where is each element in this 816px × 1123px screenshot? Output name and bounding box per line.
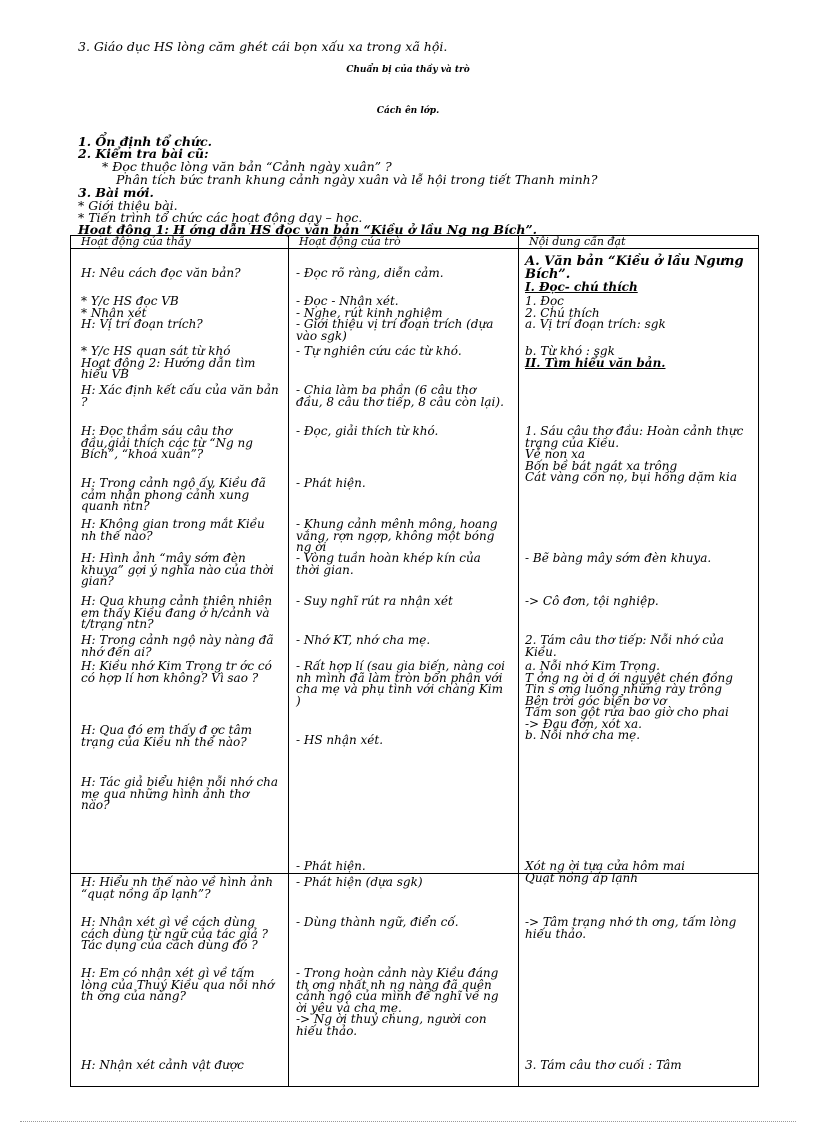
teacher-item: H: Tác giả biểu hiện nỗi nhớ cha mẹ qua những hình ảnh thơ nào? — [81, 775, 279, 812]
row2-content-cell — [519, 874, 759, 1087]
student-item: - Nhớ KT, nhớ cha mẹ. — [296, 633, 431, 647]
header-teacher: Hoạt động của thầy — [71, 236, 289, 249]
method-heading: Cách ên lớp. — [376, 106, 440, 116]
teacher-item: H: Đọc thầm sáu câu thơ đầu,giải thích các từ “Ng ng Bích”, “khoá xuân”? — [81, 424, 253, 461]
content-item: 1. Đọc 2. Chú thích a. Vị trí đoạn trích: sgk — [525, 294, 666, 331]
step-2: 2. Kiểm tra bài cũ: — [78, 146, 209, 161]
content-item: -> Tâm trạng nhớ th ơng, tấm lòng hiếu thảo. — [525, 915, 737, 941]
student-item: - Vòng tuần hoàn khép kín của thời gian. — [296, 551, 481, 577]
row2-teacher-cell — [71, 874, 289, 1087]
content-item: 2. Tám câu thơ tiếp: Nỗi nhớ của Kiều. — [525, 633, 724, 659]
intro-1: * Giới thiệu bài. — [78, 198, 178, 213]
teacher-item: H: Nêu cách đọc văn bản? — [81, 266, 241, 280]
teacher-item: * Y/c HS đọc VB * Nhận xét H: Vị trí đoạn trích? — [81, 294, 203, 331]
review-question-2: Phân tích bức tranh khung cảnh ngày xuân và lễ hội trong tiết Thanh minh? — [116, 172, 598, 187]
page-bottom-rule — [20, 1121, 796, 1122]
step-1: 1. Ổn định tổ chức. — [78, 134, 212, 149]
student-item: - Phát hiện. — [296, 859, 366, 873]
teacher-item: H: Nhận xét gì về cách dùng cách dùng từ ngữ của tác giả ? Tác dụng của cách dùng đó ? — [81, 915, 268, 952]
lesson-table — [70, 235, 759, 1087]
row2-student-cell — [289, 874, 519, 1087]
intro-2: * Tiến trình tổ chức các hoạt động dạy – học. — [78, 210, 363, 225]
teacher-item: H: Trong cảnh ngộ ấy, Kiều đã cảm nhận phong cảnh xung quanh ntn? — [81, 476, 266, 513]
teacher-item: H: Qua đó em thấy đ ợc tâm trạng của Kiều nh thế nào? — [81, 723, 252, 749]
row1-teacher-cell — [71, 249, 289, 874]
teacher-item: H: Em có nhận xét gì về tấm lòng của Thuý Kiều qua nỗi nhớ th ơng của nàng? — [81, 966, 275, 1003]
teacher-item: H: Qua khung cảnh thiên nhiên em thấy Kiều đang ở h/cảnh và t/trạng ntn? — [81, 594, 273, 631]
student-item: - Chia làm ba phần (6 câu thơ đầu, 8 câu thơ tiếp, 8 câu còn lại). — [296, 383, 504, 409]
teacher-item: H: Hiểu nh thế nào về hình ảnh “quạt nồng ấp lạnh”? — [81, 875, 273, 901]
student-item: - Phát hiện (dựa sgk) — [296, 875, 423, 889]
teacher-item: H: Kiều nhớ Kim Trọng tr ớc có có hợp lí hơn không? Vì sao ? — [81, 659, 272, 685]
step-3: 3. Bài mới. — [78, 185, 154, 200]
content-item: a. Nỗi nhớ Kim Trọng. T ởng ng ời d ới nguyệt chén đồng Tin s ơng luống những rày trông Bên trời góc biển bơ vơ Tấm son gột rửa bao giờ cho phai -> Đau đớn, xót xa. b. Nỗi nhớ cha mẹ. — [525, 659, 733, 742]
row1-student-cell — [289, 249, 519, 874]
content-item: 1. Sáu câu thơ đầu: Hoàn cảnh thực trạng của Kiều. Vẻ non xa Bốn bề bát ngát xa trông Cát vàng cồn nọ, bụi hồng dặm kia — [525, 424, 744, 484]
student-item: - Tự nghiên cứu các từ khó. — [296, 344, 462, 358]
student-item: - Đọc rõ ràng, diễn cảm. — [296, 266, 444, 280]
content-item: Xót ng ời tựa cửa hôm mai Quạt nồng ấp lạnh — [525, 859, 685, 885]
content-item: -> Cô đơn, tội nghiệp. — [525, 594, 659, 608]
student-item: - Rất hợp lí (sau gia biến, nàng coi nh mình đã làm tròn bổn phận với cha mẹ và phụ tình với chàng Kim ) — [296, 659, 506, 708]
section-ii-title: II. Tìm hiểu văn bản. — [525, 356, 666, 370]
student-item: - Đọc - Nhận xét. - Nghe, rút kinh nghiệm - Giới thiệu vị trí đoạn trích (dựa vào sgk) — [296, 294, 494, 343]
teacher-item: H: Xác định kết cấu của văn bản ? — [81, 383, 279, 409]
content-item: 3. Tám câu thơ cuối : Tâm — [525, 1058, 682, 1072]
student-item: - Đọc, giải thích từ khó. — [296, 424, 439, 438]
content-item: - Bẽ bàng mây sớm đèn khuya. — [525, 551, 712, 565]
teacher-item: H: Nhận xét cảnh vật được — [81, 1058, 244, 1072]
student-item: - Trong hoàn cảnh này Kiều đáng th ơng nhất nh ng nàng đã quên cảnh ngộ của mình để nghĩ về ng ời yêu và cha mẹ. -> Ng ời thuỷ chung, người con hiếu thảo. — [296, 966, 499, 1038]
activity-1-heading: Hoạt động 1: H ớng dẫn HS đọc văn bản “Kiều ở lầu Ng ng Bích”. — [78, 222, 537, 237]
student-item: - Phát hiện. — [296, 476, 366, 490]
teacher-item: H: Không gian trong mắt Kiều nh thế nào? — [81, 517, 265, 543]
header-student: Hoạt động của trò — [289, 236, 519, 249]
content-item: b. Từ khó : sgk — [525, 344, 615, 358]
section-a-title: A. Văn bản “Kiều ở lầu Ngưng Bích”. — [525, 254, 744, 282]
teacher-item: H: Hình ảnh “mây sớm đèn khuya” gợi ý nghĩa nào của thời gian? — [81, 551, 274, 588]
teacher-item: * Y/c HS quan sát từ khó Hoạt động 2: Hướng dẫn tìm hiểu VB — [81, 344, 256, 381]
objective-3: 3. Giáo dục HS lòng căm ghét cái bọn xấu xa trong xã hội. — [78, 39, 448, 54]
review-question-1: * Đọc thuộc lòng văn bản “Cảnh ngày xuân” ? — [102, 159, 392, 174]
student-item: - Dùng thành ngữ, điển cố. — [296, 915, 459, 929]
student-item: - Suy nghĩ rút ra nhận xét — [296, 594, 453, 608]
section-i-title: I. Đọc- chú thích — [525, 280, 638, 294]
row1-content-cell — [519, 249, 759, 885]
teacher-item: H: Trong cảnh ngộ này nàng đã nhớ đến ai? — [81, 633, 274, 659]
student-item: - HS nhận xét. — [296, 733, 384, 747]
student-item: - Khung cảnh mênh mông, hoang vắng, rợn ngợp, không một bóng ng ời — [296, 517, 498, 554]
header-content: Nội dung cần đạt — [519, 236, 759, 249]
prep-heading: Chuẩn bị của thầy và trò — [346, 65, 470, 75]
